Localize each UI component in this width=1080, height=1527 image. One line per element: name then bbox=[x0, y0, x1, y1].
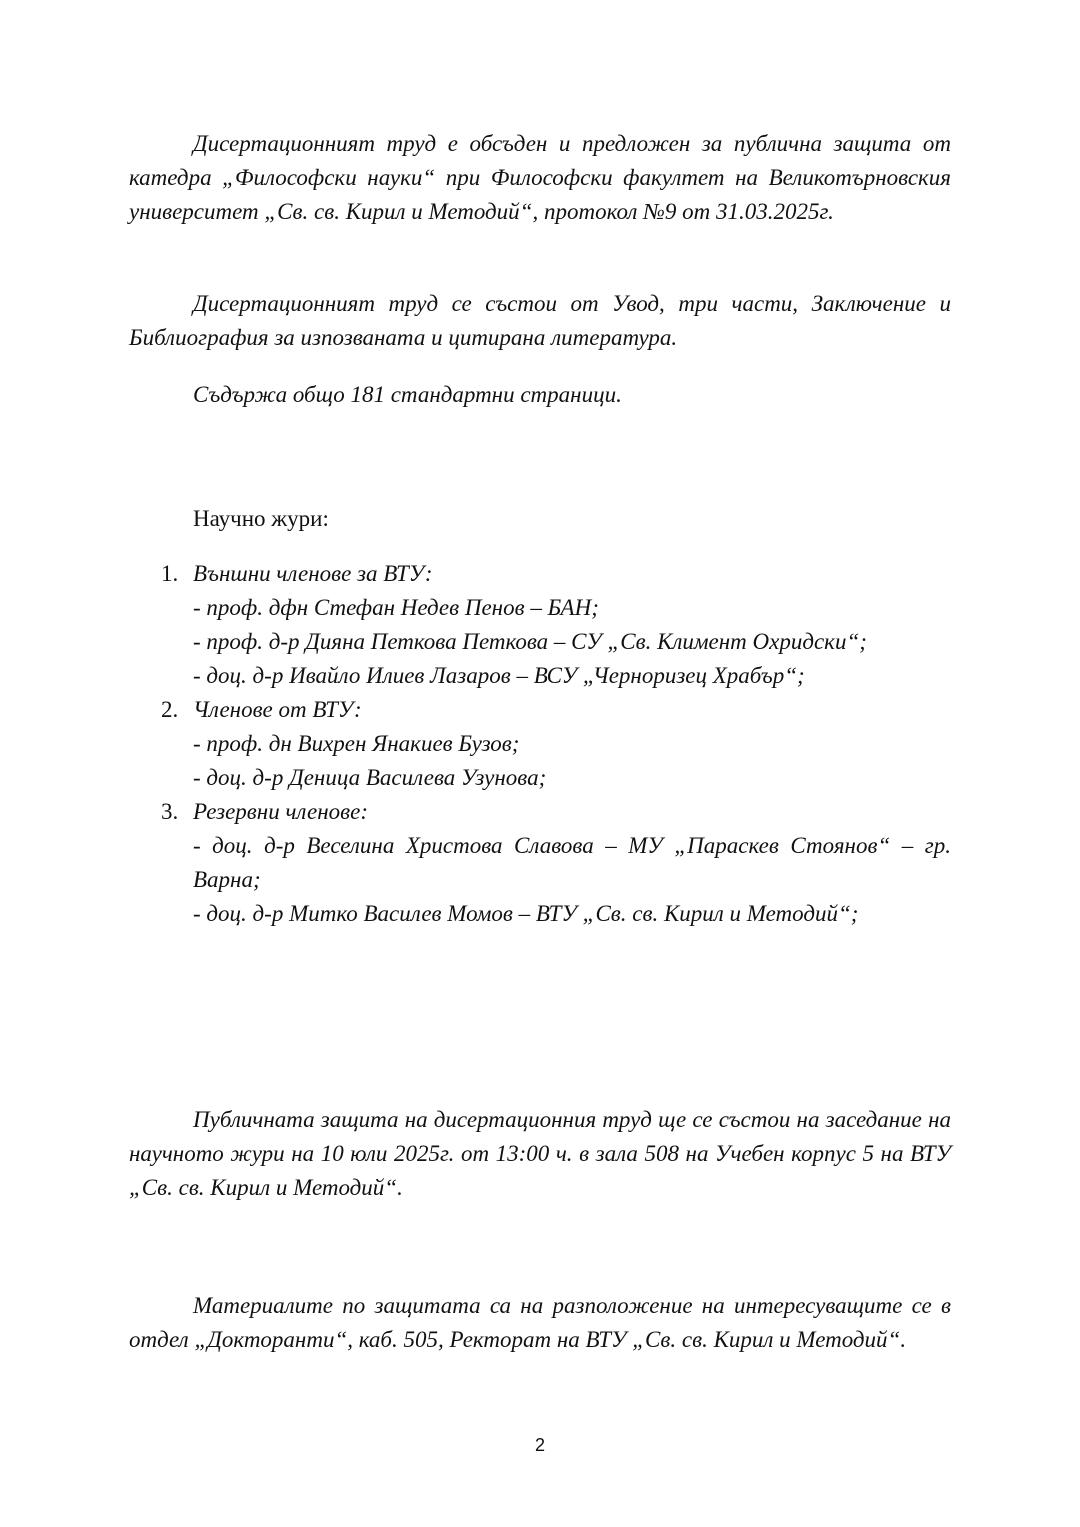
jury-group-number: 1. bbox=[161, 561, 179, 586]
paragraph-structure: Дисертационният труд се състои от Увод, три части, Заключение и Библиография за изпозваната и цитирана литература. bbox=[129, 291, 951, 350]
jury-group-external bbox=[129, 557, 951, 693]
paragraph-discussion: Дисертационният труд е обсъден и предложен за публична защита от катедра „Философски науки“ при Философски факултет на Великотърновския университет „Св. св. Кирил и Методий“, протокол №9 от 31.03.2025г. bbox=[129, 131, 951, 224]
jury-group-title bbox=[129, 795, 951, 829]
jury-group-number: 3. bbox=[161, 799, 179, 824]
jury-member: - доц. д-р Деница Василева Узунова; bbox=[193, 765, 547, 790]
jury-group-internal bbox=[129, 693, 951, 795]
jury-group-label: Членове от ВТУ: bbox=[193, 697, 362, 722]
jury-group-label: Резервни членове: bbox=[193, 799, 368, 824]
jury-member: - проф. дфн Стефан Недев Пенов – БАН; bbox=[193, 595, 599, 620]
jury-group-label: Външни членове за ВТУ: bbox=[193, 561, 433, 586]
jury-heading: Научно жури: bbox=[193, 506, 329, 531]
jury-group-title bbox=[129, 693, 951, 727]
jury-list bbox=[129, 557, 951, 931]
page-number: 2 bbox=[534, 1435, 545, 1455]
paragraph-defense: Публичната защита на дисертационния труд ще се състои на заседание на научното жури на 10 юли 2025г. от 13:00 ч. в зала 508 на Учебен корпус 5 на ВТУ „Св. св. Кирил и Методий“. bbox=[129, 1107, 951, 1200]
jury-member: - проф. д-р Дияна Петкова Петкова – СУ „Св. Климент Охридски“; bbox=[193, 629, 867, 654]
jury-member: - доц. д-р Ивайло Илиев Лазаров – ВСУ „Черноризец Храбър“; bbox=[193, 663, 805, 688]
jury-member: - проф. дн Вихрен Янакиев Бузов; bbox=[193, 731, 520, 756]
paragraph-materials: Материалите по защитата са на разположение на интересуващите се в отдел „Докторанти“, каб. 505, Ректорат на ВТУ „Св. св. Кирил и Методий“. bbox=[129, 1293, 951, 1352]
paragraph-page-count: Съдържа общо 181 стандартни страници. bbox=[193, 382, 622, 407]
jury-group-reserve bbox=[129, 795, 951, 931]
jury-member: - доц. д-р Митко Василев Момов – ВТУ „Св. св. Кирил и Методий“; bbox=[193, 901, 859, 926]
jury-member: - доц. д-р Веселина Христова Славова – МУ „Параскев Стоянов“ – гр. Варна; bbox=[193, 833, 951, 892]
jury-group-title bbox=[129, 557, 951, 591]
jury-group-number: 2. bbox=[161, 697, 179, 722]
